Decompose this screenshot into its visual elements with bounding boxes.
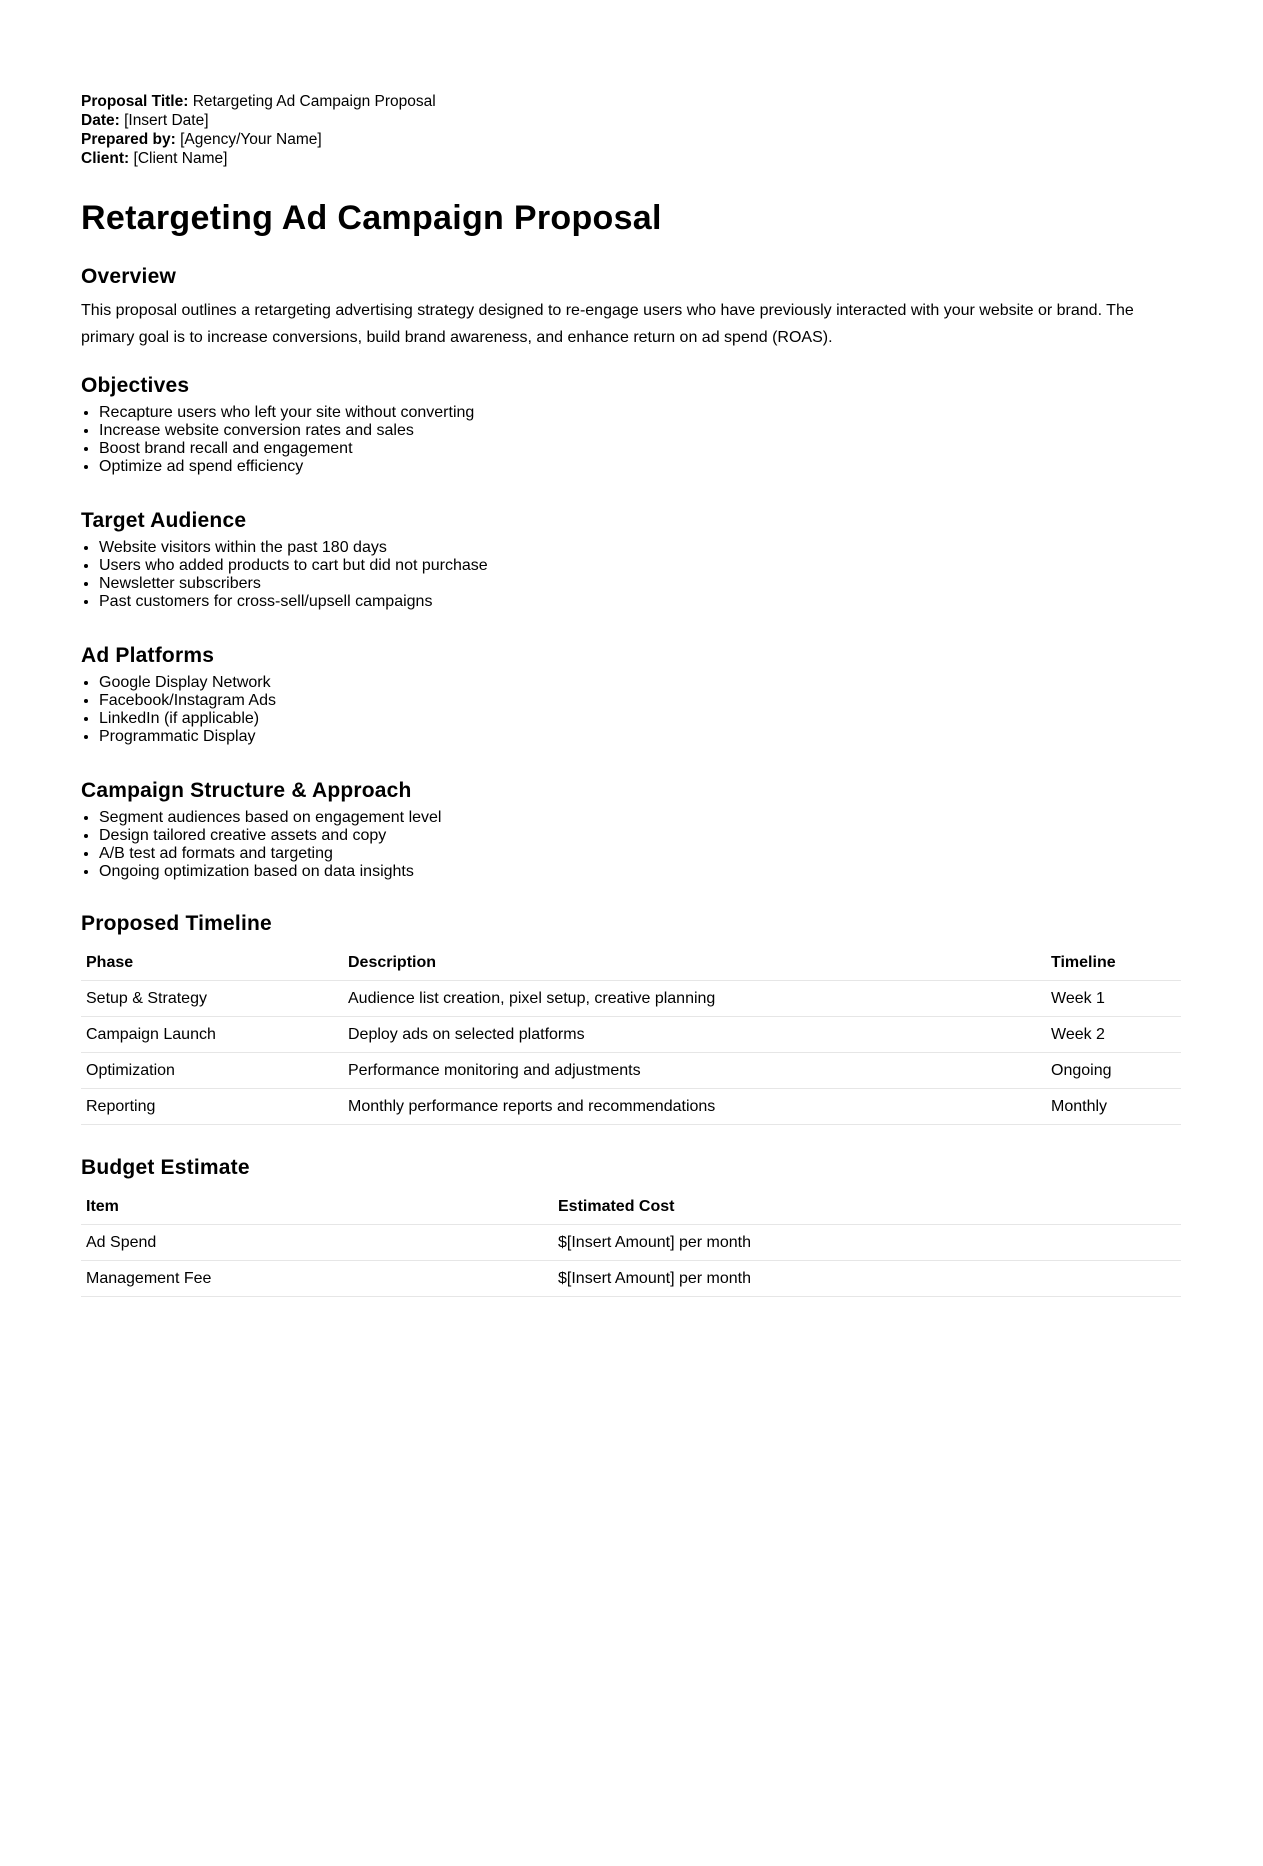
table-row (81, 1053, 1181, 1089)
table-cell: Optimization (81, 1053, 343, 1089)
list-item: • Segment audiences based on engagement level (99, 809, 1181, 827)
overview-section (81, 264, 1181, 351)
meta-date (81, 111, 1181, 130)
table-row (81, 1017, 1181, 1053)
campaign-structure-list (81, 809, 1181, 881)
table-cell: $[Insert Amount] per month (553, 1261, 1181, 1297)
section-heading: Proposed Timeline (81, 912, 272, 935)
list-item: • Ongoing optimization based on data insights (99, 863, 1181, 881)
table-cell: Ongoing (1046, 1053, 1181, 1089)
meta-label: Prepared by: (81, 131, 176, 148)
page-title: Retargeting Ad Campaign Proposal (81, 199, 662, 237)
overview-text: This proposal outlines a retargeting advertising strategy designed to re-engage users who have previously interacted with your website or brand. The primary goal is to increase conversions, build brand awareness, and enhance return on ad spend (ROAS). (81, 302, 1134, 346)
table-cell: Monthly performance reports and recommendations (343, 1089, 1046, 1125)
column-header: Estimated Cost (553, 1189, 1181, 1225)
list-item: • Increase website conversion rates and sales (99, 422, 1181, 440)
meta-value: Retargeting Ad Campaign Proposal (192, 93, 436, 110)
table-header-row (81, 945, 1181, 981)
meta-prepared-by (81, 130, 1181, 149)
meta-proposal-title (81, 92, 1181, 111)
list-item: • Google Display Network (99, 674, 1181, 692)
meta-value: [Client Name] (133, 150, 228, 167)
list-item: • Boost brand recall and engagement (99, 440, 1181, 458)
budget-table (81, 1189, 1181, 1297)
list-item: • A/B test ad formats and targeting (99, 845, 1181, 863)
table-cell: Deploy ads on selected platforms (343, 1017, 1046, 1053)
meta-label: Proposal Title: (81, 93, 189, 110)
table-cell: Week 1 (1046, 981, 1181, 1017)
section-heading: Campaign Structure & Approach (81, 779, 412, 802)
column-header: Timeline (1046, 945, 1181, 981)
list-item: • Design tailored creative assets and copy (99, 827, 1181, 845)
table-cell: Monthly (1046, 1089, 1181, 1125)
objectives-list (81, 404, 1181, 476)
meta-value: [Agency/Your Name] (180, 131, 322, 148)
table-cell: Week 2 (1046, 1017, 1181, 1053)
list-item: • Recapture users who left your site without converting (99, 404, 1181, 422)
list-item: • Programmatic Display (99, 728, 1181, 746)
meta-label: Client: (81, 150, 130, 167)
table-row (81, 1089, 1181, 1125)
table-cell: Management Fee (81, 1261, 553, 1297)
table-cell: Campaign Launch (81, 1017, 343, 1053)
table-header-row (81, 1189, 1181, 1225)
ad-platforms-section (81, 643, 1181, 746)
section-heading: Overview (81, 265, 176, 288)
section-heading: Objectives (81, 374, 190, 397)
table-row (81, 1225, 1181, 1261)
column-header: Item (81, 1189, 553, 1225)
timeline-section (81, 911, 1181, 1125)
proposal-meta (81, 92, 1181, 168)
section-heading: Target Audience (81, 509, 247, 532)
ad-platforms-list (81, 674, 1181, 746)
column-header: Description (343, 945, 1046, 981)
column-header: Phase (81, 945, 343, 981)
list-item: • Past customers for cross-sell/upsell campaigns (99, 593, 1181, 611)
list-item: • LinkedIn (if applicable) (99, 710, 1181, 728)
objectives-section (81, 373, 1181, 476)
table-cell: Performance monitoring and adjustments (343, 1053, 1046, 1089)
meta-client (81, 149, 1181, 168)
target-audience-list (81, 539, 1181, 611)
list-item: • Newsletter subscribers (99, 575, 1181, 593)
table-cell: Reporting (81, 1089, 343, 1125)
table-cell: $[Insert Amount] per month (553, 1225, 1181, 1261)
table-row (81, 981, 1181, 1017)
table-cell: Audience list creation, pixel setup, creative planning (343, 981, 1046, 1017)
budget-section (81, 1155, 1181, 1297)
list-item: • Facebook/Instagram Ads (99, 692, 1181, 710)
section-heading: Budget Estimate (81, 1156, 250, 1179)
target-audience-section (81, 508, 1181, 611)
meta-label: Date: (81, 112, 120, 129)
list-item: • Users who added products to cart but did not purchase (99, 557, 1181, 575)
list-item: • Website visitors within the past 180 days (99, 539, 1181, 557)
meta-value: [Insert Date] (124, 112, 209, 129)
timeline-table (81, 945, 1181, 1125)
table-cell: Ad Spend (81, 1225, 553, 1261)
list-item: • Optimize ad spend efficiency (99, 458, 1181, 476)
campaign-structure-section (81, 778, 1181, 881)
table-row (81, 1261, 1181, 1297)
table-cell: Setup & Strategy (81, 981, 343, 1017)
section-heading: Ad Platforms (81, 644, 215, 667)
